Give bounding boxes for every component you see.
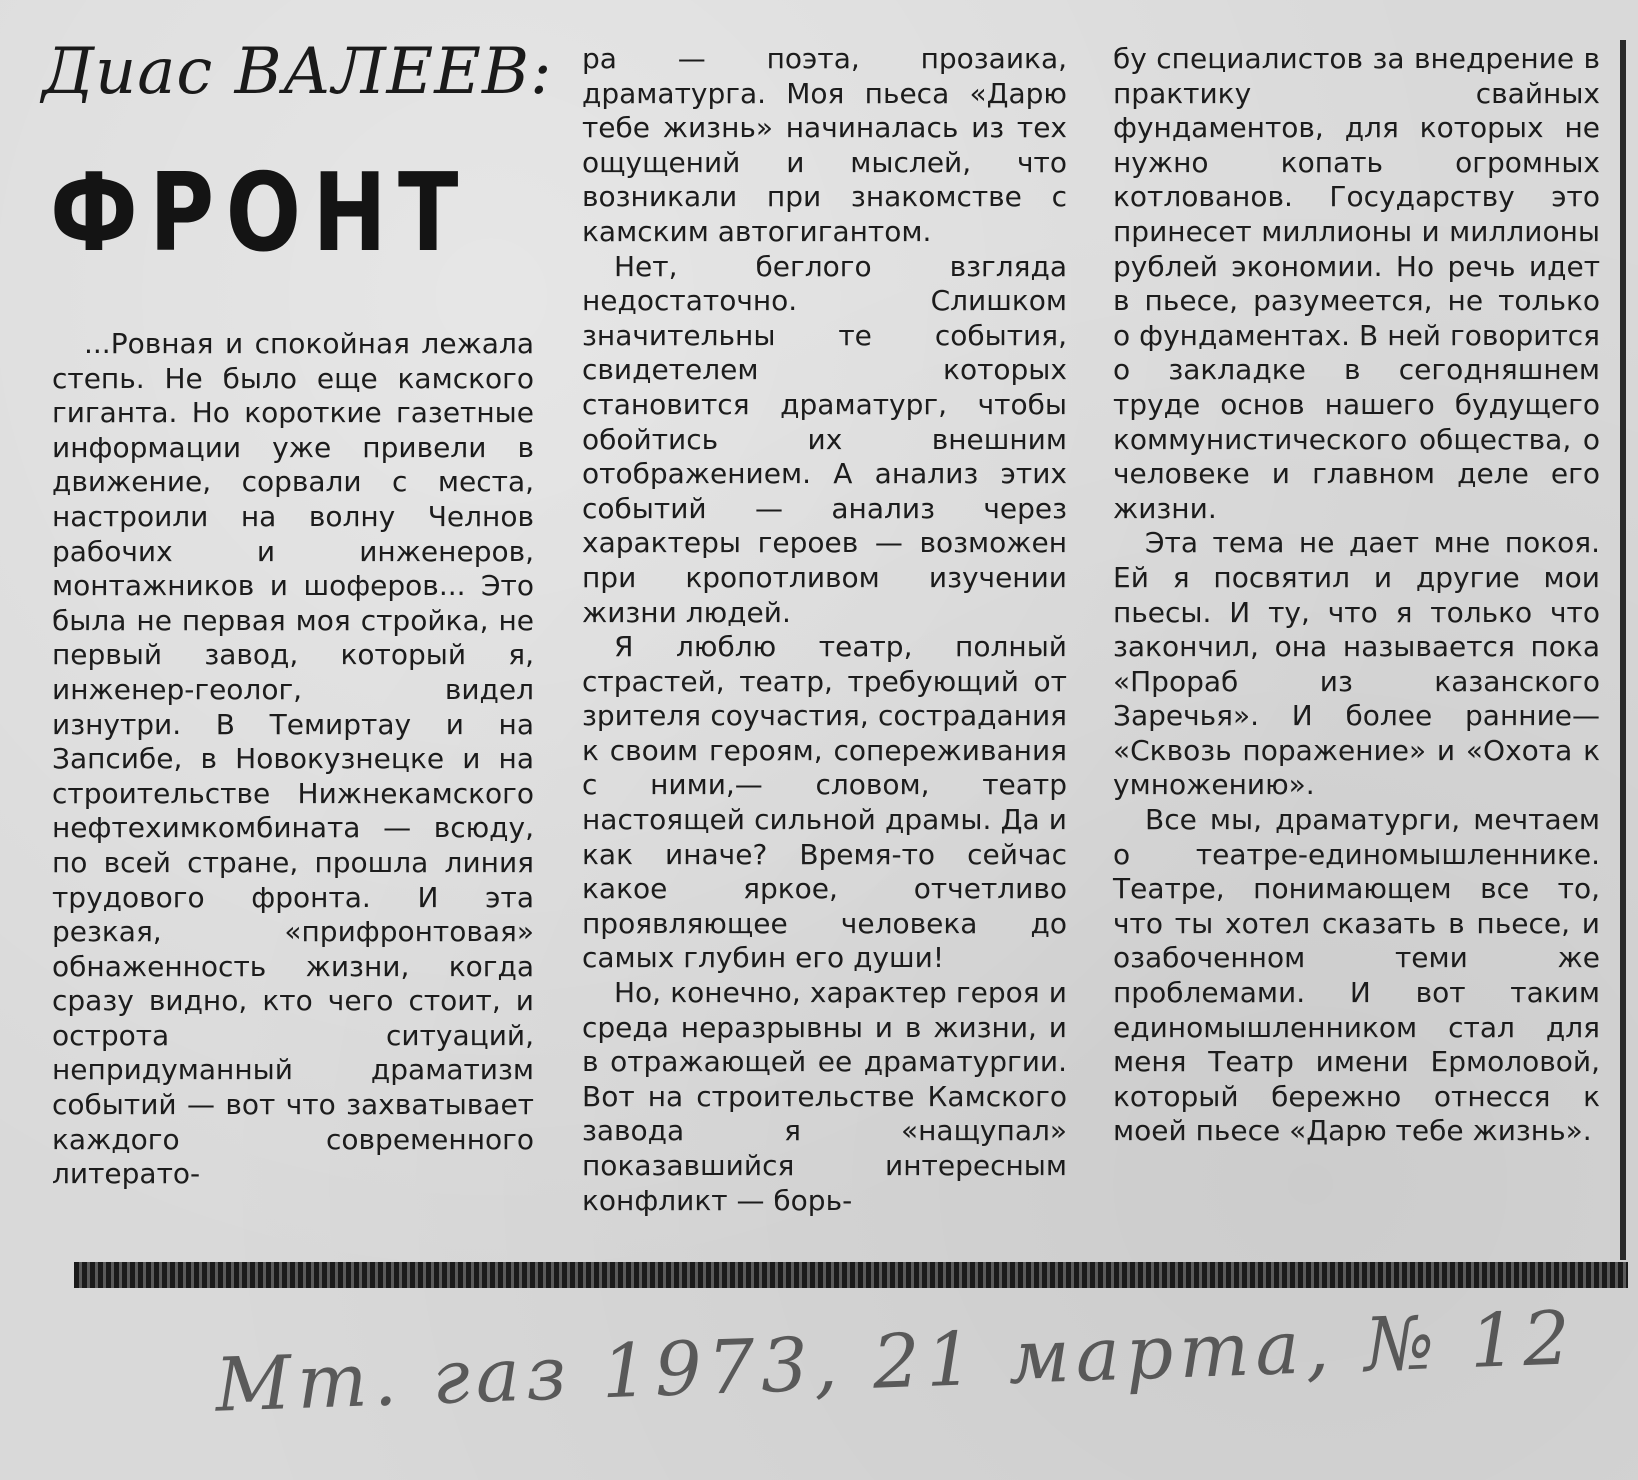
paragraph: ра — поэта, прозаика, драматурга. Моя пьеса «Дарю тебе жизнь» начиналась из тех ощущений и мыслей, что возникали при знакомстве с камским автогигантом. xyxy=(582,42,1067,248)
paragraph: Все мы, драматурги, мечтаем о театре-единомышленнике. Театре, понимающем все то, что ты хотел сказать в пьесе, и озабоченном теми же проблемами. И вот таким единомышленником стал для меня Театр имени Ермоловой, который бережно отнесся к моей пьесе «Дарю тебе жизнь». xyxy=(1113,803,1600,1148)
column-edge-line xyxy=(1620,40,1626,1260)
article-headline: ФРОНТ xyxy=(50,151,470,276)
text-column-3 xyxy=(1113,42,1600,1149)
paragraph: Я люблю театр, полный страстей, театр, требующий от зрителя соучастия, сострадания к своим героям, сопереживания с ними,— словом, театр настоящей сильной драмы. Да и как иначе? Время-то сейчас какое яркое, отчетливо проявляющее человека до самых глубин его души! xyxy=(582,630,1067,975)
paragraph: Но, конечно, характер героя и среда неразрывны и в жизни, и в отражающей ее драматургии. Вот на строительстве Камского завода я «нащупал» показавшийся интересным конфликт — борь- xyxy=(582,976,1067,1217)
text-column-2 xyxy=(582,42,1067,1218)
handwritten-source-note: Мт. газ 1973, 21 марта, № 12 xyxy=(213,1295,1578,1429)
paragraph: бу специалистов за внедрение в практику свайных фундаментов, для которых не нужно копать огромных котлованов. Государству это принесет миллионы и миллионы рублей экономии. Но речь идет в пьесе, разумеется, не только о фундаментах. В ней говорится о закладке в сегодняшнем труде основ нашего будущего коммунистического общества, о человеке и главном деле его жизни. xyxy=(1113,42,1600,525)
paragraph: ...Ровная и спокойная лежала степь. Не было еще камского гиганта. Но короткие газетные информации уже привели в движение, сорвали с места, настроили на волну Челнов рабочих и инженеров, монтажников и шоферов... Это была не первая моя стройка, не первый завод, который я, инженер-геолог, видел изнутри. В Темиртау и на Запсибе, в Новокузнецке и на строительстве Нижнекамского нефтехимкомбината — всюду, по всей стране, прошла линия трудового фронта. И эта резкая, «прифронтовая» обнаженность жизни, когда сразу видно, кто чего стоит, и острота ситуаций, непридуманный драматизм событий — вот что захватывает каждого современного литерато- xyxy=(52,327,534,1191)
divider-rule xyxy=(74,1262,1628,1288)
article-author: Диас ВАЛЕЕВ: xyxy=(42,35,553,109)
paragraph: Нет, беглого взгляда недостаточно. Слишком значительны те события, свидетелем которых становится драматург, чтобы обойтись их внешним отображением. А анализ этих событий — анализ через характеры героев — возможен при кропотливом изучении жизни людей. xyxy=(582,249,1067,629)
text-column-1 xyxy=(52,327,534,1192)
paragraph: Эта тема не дает мне покоя. Ей я посвятил и другие мои пьесы. И ту, что я только что закончил, она называется пока «Прораб из казанского Заречья». И более ранние— «Сквозь поражение» и «Охота к умножению». xyxy=(1113,526,1600,802)
